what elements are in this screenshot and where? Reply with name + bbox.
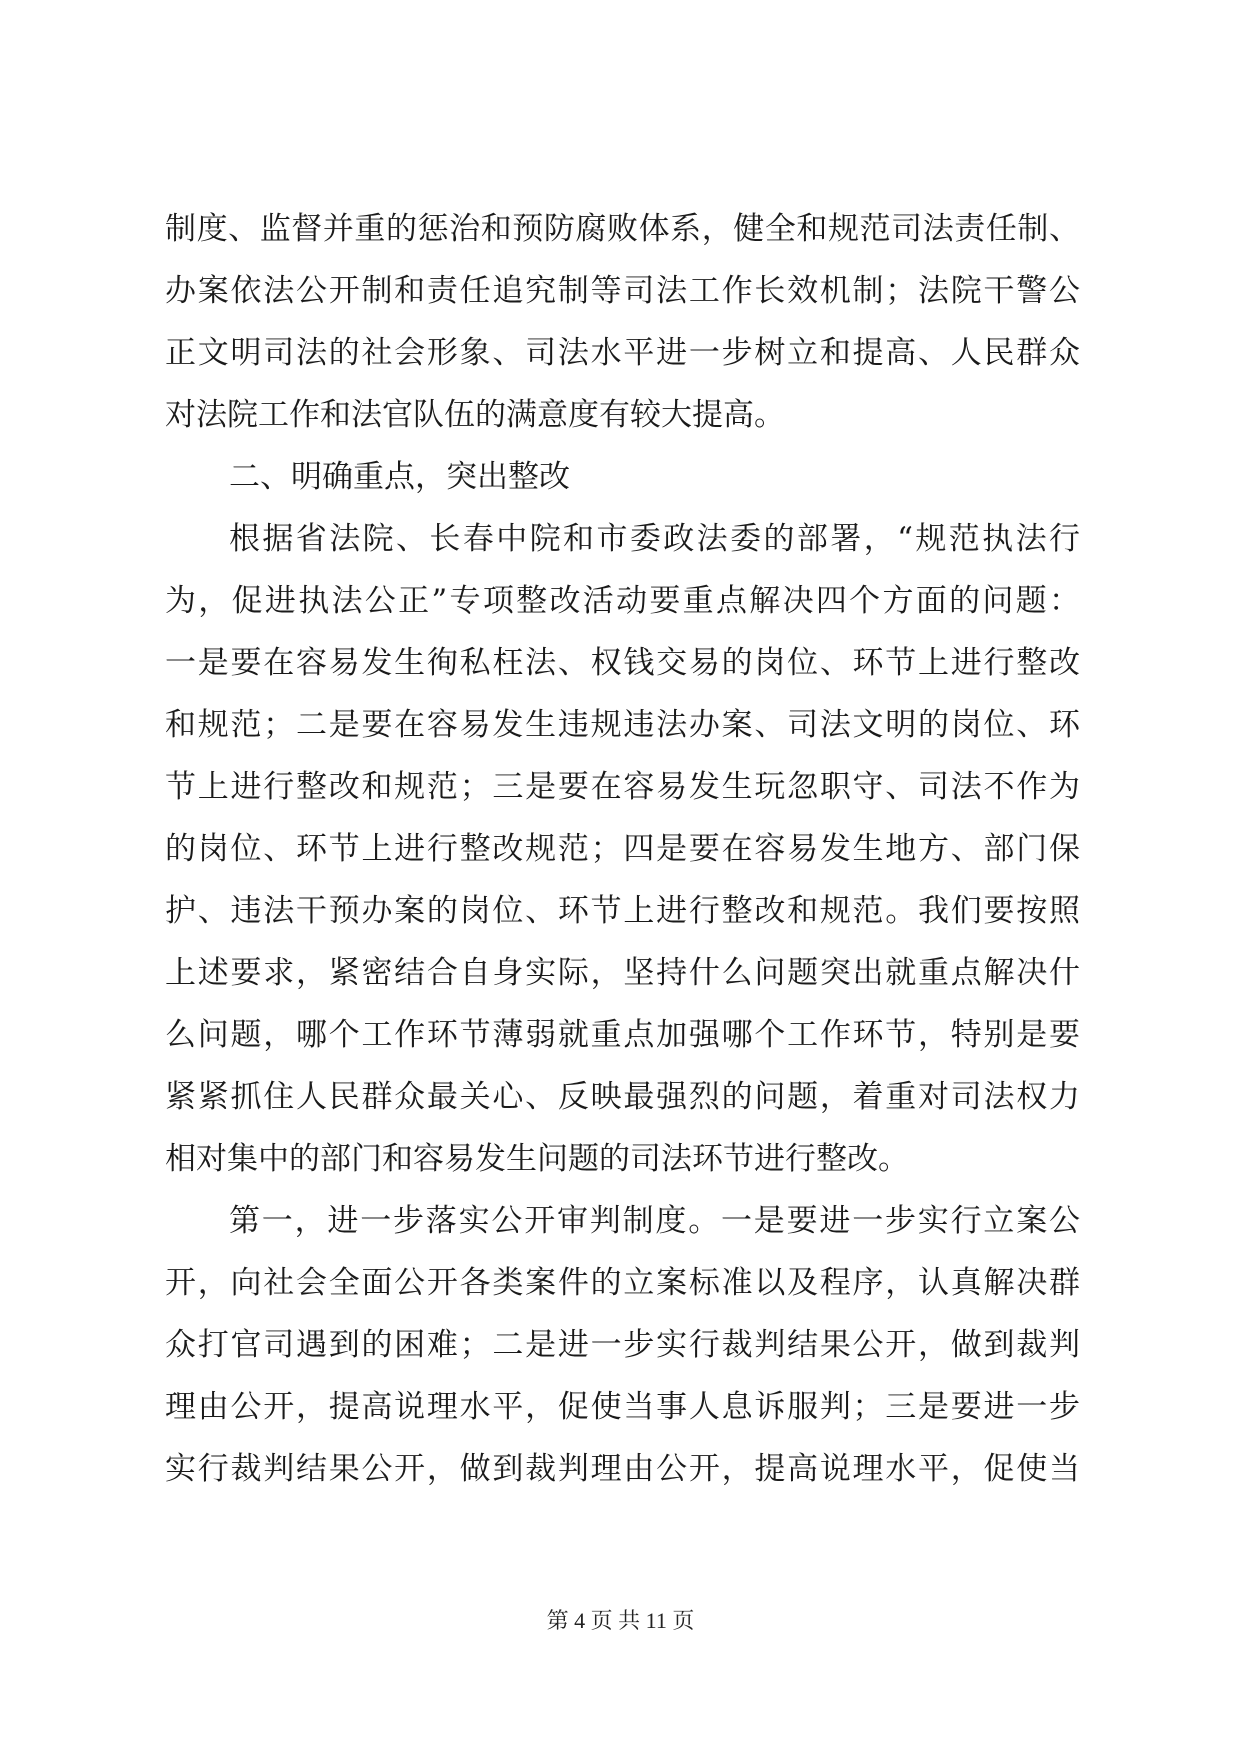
text-line: 紧紧抓住人民群众最关心、反映最强烈的问题，着重对司法权力 (165, 1079, 1080, 1115)
text-line: 一是要在容易发生徇私枉法、权钱交易的岗位、环节上进行整改 (165, 645, 1080, 681)
text-line: 开，向社会全面公开各类案件的立案标准以及程序，认真解决群 (165, 1265, 1080, 1301)
text-line: 理由公开，提高说理水平，促使当事人息诉服判；三是要进一步 (165, 1389, 1080, 1425)
text-line: 和规范；二是要在容易发生违规违法办案、司法文明的岗位、环 (165, 707, 1080, 743)
text-line: 么问题，哪个工作环节薄弱就重点加强哪个工作环节，特别是要 (165, 1017, 1080, 1053)
section-heading: 二、明确重点，突出整改 (229, 459, 570, 495)
text-line: 根据省法院、长春中院和市委政法委的部署，“规范执法行 (229, 521, 1080, 557)
text-line: 护、违法干预办案的岗位、环节上进行整改和规范。我们要按照 (165, 893, 1080, 929)
text-line: 节上进行整改和规范；三是要在容易发生玩忽职守、司法不作为 (165, 769, 1080, 805)
text-line: 实行裁判结果公开，做到裁判理由公开，提高说理水平，促使当 (165, 1451, 1080, 1487)
text-line: 正文明司法的社会形象、司法水平进一步树立和提高、人民群众 (165, 335, 1080, 371)
document-body (165, 198, 1080, 1500)
text-line: 第一，进一步落实公开审判制度。一是要进一步实行立案公 (229, 1203, 1080, 1239)
text-line: 制度、监督并重的惩治和预防腐败体系，健全和规范司法责任制、 (165, 211, 1080, 247)
text-line: 众打官司遇到的困难；二是进一步实行裁判结果公开，做到裁判 (165, 1327, 1080, 1363)
text-line: 相对集中的部门和容易发生问题的司法环节进行整改。 (165, 1141, 909, 1177)
text-line: 对法院工作和法官队伍的满意度有较大提高。 (165, 397, 785, 433)
text-line: 为，促进执法公正”专项整改活动要重点解决四个方面的问题： (165, 583, 1080, 619)
text-line: 的岗位、环节上进行整改规范；四是要在容易发生地方、部门保 (165, 831, 1080, 867)
page-footer: 第 4 页 共 11 页 (546, 1608, 695, 1633)
text-line: 办案依法公开制和责任追究制等司法工作长效机制；法院干警公 (165, 273, 1080, 309)
text-line: 上述要求，紧密结合自身实际，坚持什么问题突出就重点解决什 (165, 955, 1080, 991)
